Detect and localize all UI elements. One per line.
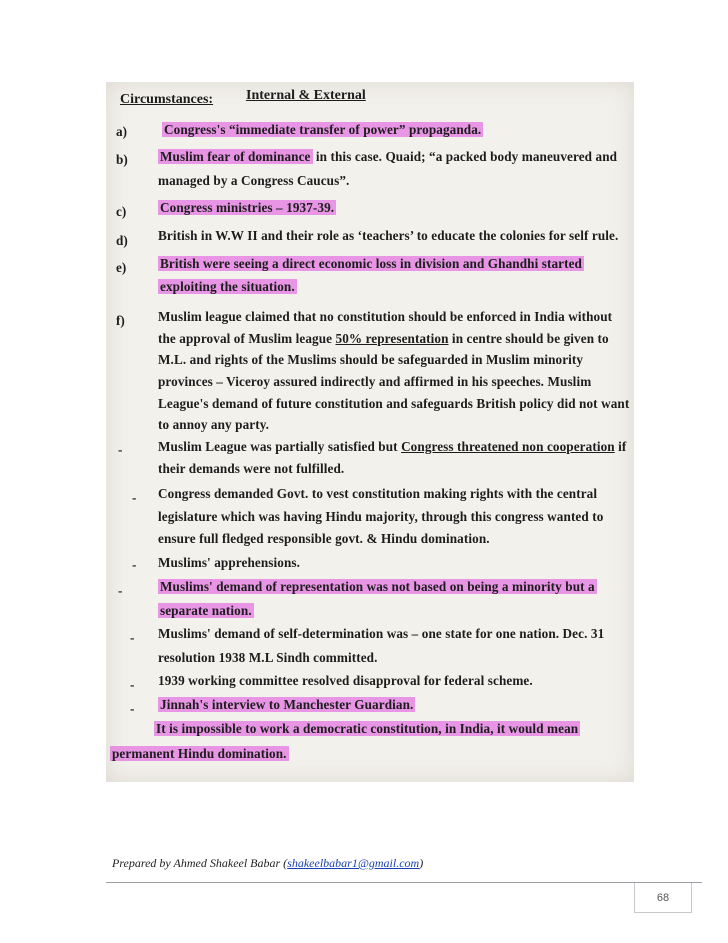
dash-marker: - — [130, 701, 135, 716]
highlight: Jinnah's interview to Manchester Guardian. — [160, 697, 414, 712]
point-h-line-3: ensure full fledged responsible govt. & Hindu domination. — [158, 531, 490, 546]
highlight: Muslims' demand of representation was not based on being a minority but a — [160, 579, 595, 594]
point-f-line-4: provinces – Viceroy assured indirectly and affirmed in his speeches. Muslim — [158, 374, 592, 389]
email-link[interactable]: shakeelbabar1@gmail.com — [287, 856, 420, 870]
point-n-line-2 — [110, 746, 289, 762]
point-d-line-1: British in W.W II and their role as ‘teachers’ to educate the colonies for self rule. — [158, 228, 619, 243]
point-i-line-1: Muslims' apprehensions. — [158, 555, 301, 570]
point-b-line-1 — [158, 149, 617, 165]
point-n-line-1 — [154, 721, 580, 737]
marker-d: d) — [116, 233, 128, 248]
point-j-line-1 — [158, 579, 597, 595]
dash-marker: - — [130, 630, 135, 645]
point-k-line-1: Muslims' demand of self-determination was – one state for one nation. Dec. 31 — [158, 626, 605, 641]
dash-marker: - — [130, 677, 135, 692]
dash-marker: - — [118, 583, 123, 598]
marker-e: e) — [116, 260, 127, 275]
highlight: permanent Hindu domination. — [112, 746, 287, 761]
point-b-line-1-rest: in this case. Quaid; “a packed body maneuvered and — [312, 149, 618, 164]
circumstances-heading: Circumstances: — [120, 92, 214, 107]
marker-a: a) — [116, 124, 127, 139]
point-f-line-1: Muslim league claimed that no constitution should be enforced in India without — [158, 309, 613, 324]
point-f-line-2 — [158, 331, 609, 347]
point-m-line-1 — [158, 697, 415, 713]
point-j-line-2 — [158, 603, 254, 619]
point-e-line-1 — [158, 256, 584, 272]
footer-suffix: ) — [419, 856, 424, 870]
underlined-non-cooperation: Congress threatened non cooperation — [401, 439, 615, 454]
highlight: Muslim fear of dominance — [160, 149, 311, 164]
highlight: British were seeing a direct economic loss in division and Ghandhi started — [160, 256, 582, 271]
point-h-line-1: Congress demanded Govt. to vest constitution making rights with the central — [158, 486, 598, 501]
highlight: exploiting the situation. — [160, 279, 295, 294]
point-b-line-2: managed by a Congress Caucus”. — [158, 173, 350, 188]
marker-b: b) — [116, 152, 128, 167]
marker-f: f) — [116, 313, 125, 328]
highlight: separate nation. — [160, 603, 252, 618]
point-c-line-1 — [158, 200, 336, 216]
f-line-2-start: the approval of Muslim league — [158, 331, 336, 346]
internal-external-heading: Internal & External — [246, 88, 366, 103]
f-line-2-end: in centre should be given to — [448, 331, 609, 346]
g-line-1-start: Muslim League was partially satisfied but — [158, 439, 402, 454]
point-a-line-1 — [162, 122, 483, 138]
point-l-line-1: 1939 working committee resolved disapproval for federal scheme. — [158, 673, 533, 688]
point-f-line-6: to annoy any party. — [158, 417, 270, 432]
point-k-line-2: resolution 1938 M.L Sindh committed. — [158, 650, 378, 665]
g-line-1-end: if — [614, 439, 627, 454]
footer-divider — [106, 882, 702, 883]
marker-c: c) — [116, 204, 127, 219]
point-f-line-5: League's demand of future constitution and safeguards British policy did not want — [158, 396, 630, 411]
point-g-line-1 — [158, 439, 626, 455]
point-g-line-2: their demands were not fulfilled. — [158, 461, 345, 476]
highlight: Congress's “immediate transfer of power” propaganda. — [164, 122, 482, 137]
highlight: It is impossible to work a democratic constitution, in India, it would mean — [156, 721, 579, 736]
page-number: 68 — [634, 883, 692, 913]
footer-credit — [112, 856, 423, 871]
dash-marker: - — [132, 490, 137, 505]
point-e-line-2 — [158, 279, 297, 295]
point-f-line-3: M.L. and rights of the Muslims should be safeguarded in Muslim minority — [158, 352, 584, 367]
point-h-line-2: legislature which was having Hindu majority, through this congress wanted to — [158, 509, 604, 524]
dash-marker: - — [132, 557, 137, 572]
underlined-50-percent: 50% representation — [335, 331, 449, 346]
highlight: Congress ministries – 1937-39. — [160, 200, 335, 215]
dash-marker: - — [118, 442, 123, 457]
footer-prefix: Prepared by Ahmed Shakeel Babar ( — [112, 856, 288, 870]
